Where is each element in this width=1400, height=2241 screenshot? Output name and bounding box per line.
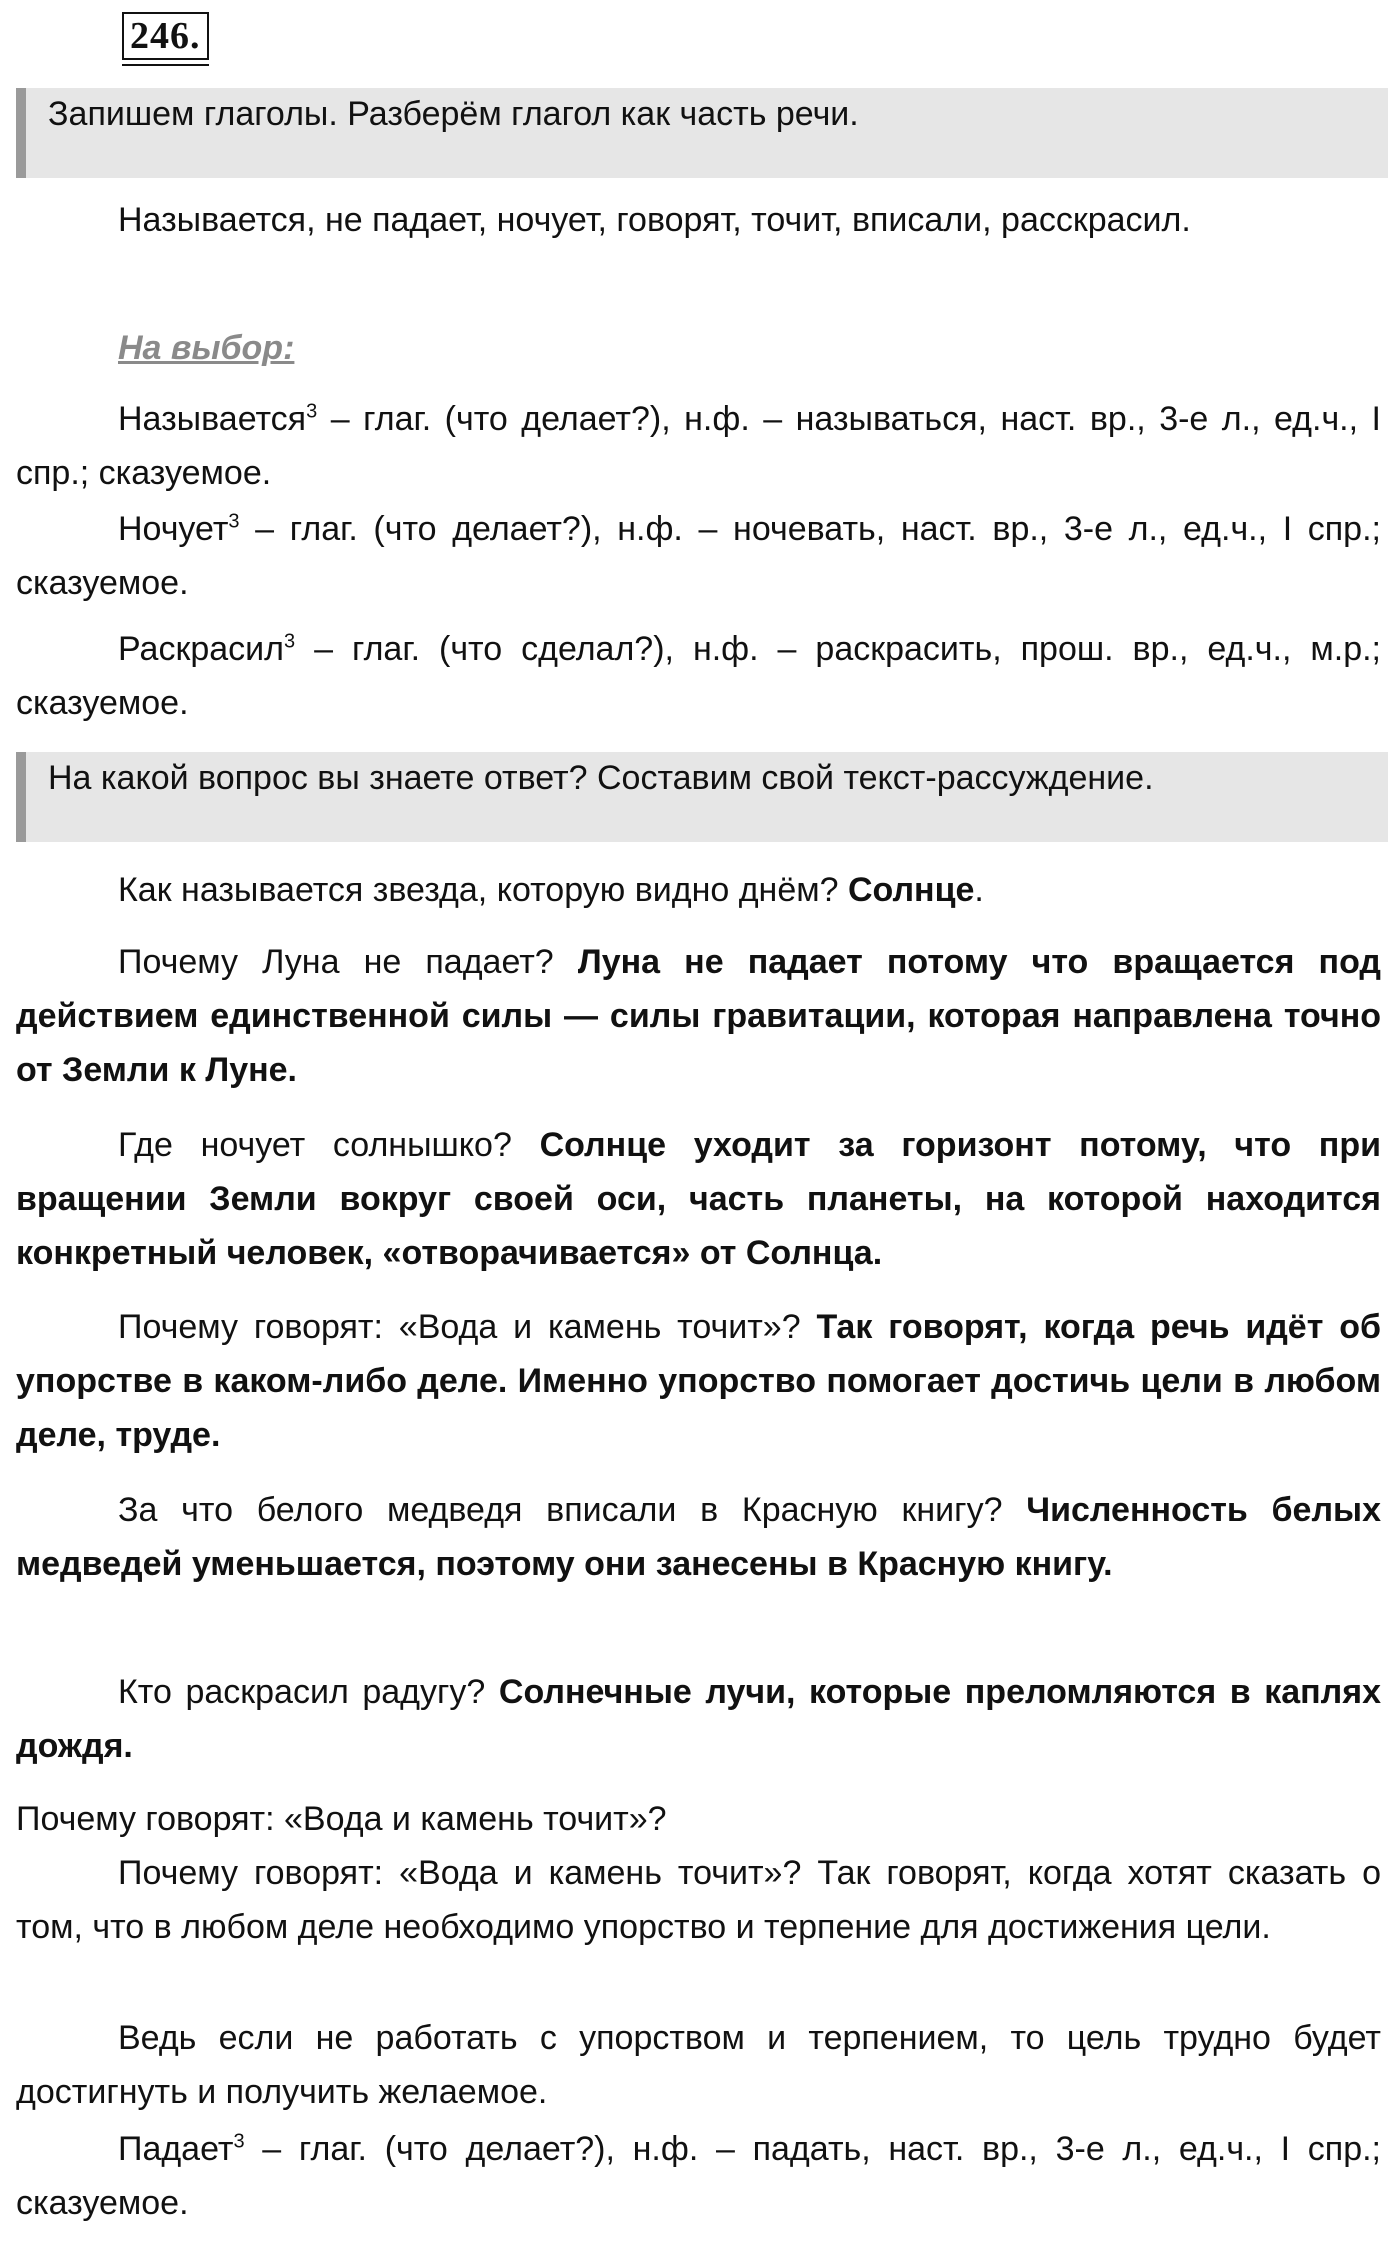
essay-paragraph-2: Ведь если не работать с упорством и терпением, то цель трудно будет достигнуть и получить желаемое. — [16, 2019, 1381, 2111]
question: Как называется звезда, которую видно днём? — [118, 871, 848, 909]
question: Кто раскрасил радугу? — [118, 1673, 499, 1711]
essay-title: Почему говорят: «Вода и камень точит»? — [16, 1800, 667, 1838]
parse-sup: 3 — [233, 2130, 245, 2153]
answer: Луна не падает потому что вращается под действием единственной силы — силы гравитации, которая направлена точно от Земли к Луне. — [16, 943, 1381, 1089]
parse-item-1 — [16, 392, 1381, 500]
qa-item-2 — [16, 935, 1381, 1097]
task-instruction-2 — [16, 752, 1388, 842]
parse-word: Называется — [118, 400, 307, 438]
parse-text: – глаг. (что сделал?), н.ф. – раскрасить, прош. вр., ед.ч., м.р.; сказуемое. — [16, 630, 1381, 722]
task-instruction-1 — [16, 88, 1388, 178]
exercise-number: 246. — [122, 12, 209, 60]
answer: Так говорят, когда речь идёт об упорстве в каком-либо деле. Именно упорство помогает достичь цели в любом деле, труде. — [16, 1308, 1381, 1454]
parse-item-3 — [16, 622, 1381, 730]
answer: Солнце уходит за горизонт потому, что при вращении Земли вокруг своей оси, часть планеты, на которой находится конкретный человек, «отворачивается» от Солнца. — [16, 1126, 1381, 1272]
task-instruction-2-text: На какой вопрос вы знаете ответ? Составим свой текст-рассуждение. — [48, 759, 1154, 797]
answer: Численность белых медведей уменьшается, поэтому они занесены в Красную книгу. — [16, 1491, 1381, 1583]
final-parse-item — [16, 2122, 1381, 2230]
parse-item-2 — [16, 502, 1381, 610]
verbs-list: Называется, не падает, ночует, говорят, точит, вписали, расскрасил. — [118, 201, 1191, 239]
qa-item-4 — [16, 1300, 1381, 1462]
qa-item-5 — [16, 1483, 1381, 1591]
parse-word: Раскрасил — [118, 630, 284, 668]
parse-word: Ночует — [118, 510, 229, 548]
parse-sup: 3 — [228, 510, 240, 533]
parse-word: Падает — [118, 2130, 234, 2168]
question: Где ночует солнышко? — [118, 1126, 540, 1164]
essay-paragraph-1: Почему говорят: «Вода и камень точит»? Так говорят, когда хотят сказать о том, что в любом деле необходимо упорство и терпение для достижения цели. — [16, 1854, 1381, 1946]
task-instruction-1-text: Запишем глаголы. Разберём глагол как часть речи. — [48, 95, 859, 133]
answer: Солнце — [847, 871, 975, 909]
choice-label: На выбор: — [118, 329, 295, 367]
answer: Солнечные лучи, которые преломляются в каплях дождя. — [16, 1673, 1381, 1765]
parse-text: – глаг. (что делает?), н.ф. – падать, наст. вр., 3-е л., ед.ч., I спр.; сказуемое. — [16, 2130, 1381, 2222]
qa-item-3 — [16, 1118, 1381, 1280]
qa-item-1 — [16, 863, 1381, 917]
parse-sup: 3 — [283, 630, 296, 653]
question: Почему говорят: «Вода и камень точит»? — [118, 1308, 817, 1346]
parse-sup: 3 — [306, 400, 318, 423]
qa-item-6 — [16, 1665, 1381, 1773]
question: За что белого медведя вписали в Красную книгу? — [118, 1491, 1027, 1529]
parse-text: – глаг. (что делает?), н.ф. – называться, наст. вр., 3-е л., ед.ч., I спр.; сказуемое. — [16, 400, 1381, 492]
question: Почему Луна не падает? — [118, 943, 578, 981]
answer-tail: . — [974, 871, 984, 909]
parse-text: – глаг. (что делает?), н.ф. – ночевать, наст. вр., 3-е л., ед.ч., I спр.; сказуемое. — [16, 510, 1381, 602]
